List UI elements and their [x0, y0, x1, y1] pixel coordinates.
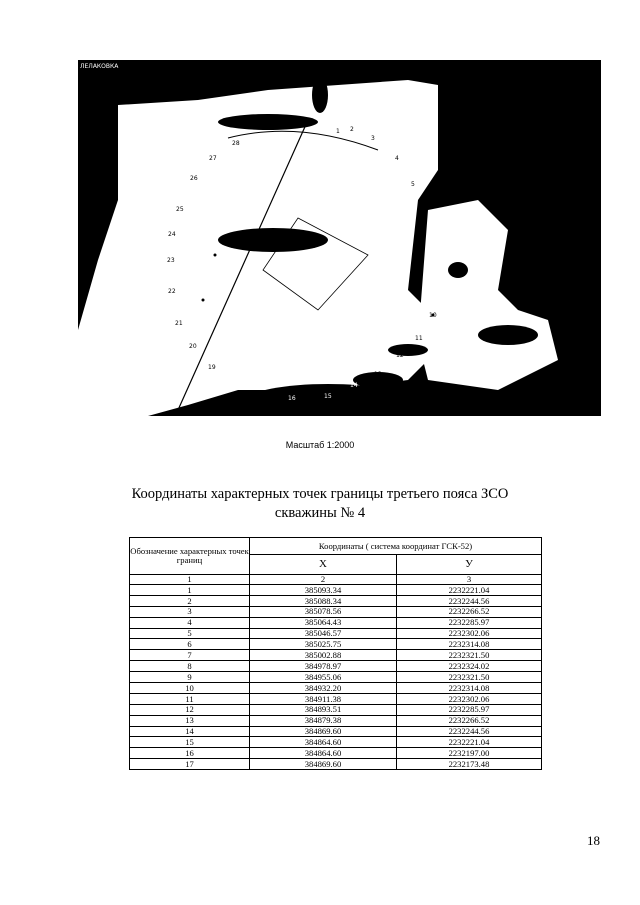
- table-row: [130, 726, 542, 737]
- coord-y: 2232197.00: [397, 748, 542, 759]
- point-number: 12: [130, 704, 250, 715]
- table-row: [130, 737, 542, 748]
- coord-y: 2232285.97: [397, 704, 542, 715]
- map-point-label: 5: [411, 181, 415, 188]
- map-point-label: 22: [168, 288, 176, 295]
- map-point-label: 21: [175, 320, 183, 327]
- table-row: [130, 639, 542, 650]
- map-point-label: 1: [336, 128, 340, 135]
- point-number: 6: [130, 639, 250, 650]
- coord-x: 384879.38: [250, 715, 397, 726]
- map-point-label: 16: [288, 395, 296, 402]
- map-point-label: 11: [415, 335, 423, 342]
- map-point-label: 20: [189, 343, 197, 350]
- coord-y: 2232302.06: [397, 628, 542, 639]
- point-number: 3: [130, 606, 250, 617]
- coord-y: 2232244.56: [397, 726, 542, 737]
- title-line-1: Координаты характерных точек границы третьего пояса ЗСО: [131, 486, 509, 502]
- point-number: 16: [130, 748, 250, 759]
- coord-y: 2232324.02: [397, 661, 542, 672]
- coord-x: 384869.60: [250, 759, 397, 770]
- point-number: 1: [130, 585, 250, 596]
- map-point-label: 4: [395, 155, 399, 162]
- column-number: 2: [250, 575, 397, 585]
- page-number: 18: [587, 833, 600, 848]
- table-row: [130, 617, 542, 628]
- table-row: [130, 606, 542, 617]
- coord-y: 2232314.08: [397, 639, 542, 650]
- coord-y: 2232266.52: [397, 606, 542, 617]
- coordinates-table: [129, 537, 542, 770]
- point-number: 2: [130, 595, 250, 606]
- coord-y: 2232285.97: [397, 617, 542, 628]
- coord-x: 385093.34: [250, 585, 397, 596]
- coord-y: 2232244.56: [397, 595, 542, 606]
- map-point-label: 26: [190, 175, 198, 182]
- map-point-label: 12: [396, 352, 404, 359]
- table-row: [130, 759, 542, 770]
- column-number: 3: [397, 575, 542, 585]
- map-point-label: 13: [374, 371, 382, 378]
- site-map: [78, 60, 601, 416]
- table-row: [130, 715, 542, 726]
- table-row: [130, 683, 542, 694]
- point-number: 9: [130, 672, 250, 683]
- coord-y: 2232302.06: [397, 693, 542, 704]
- coord-x: 385064.43: [250, 617, 397, 628]
- map-point-label: 10: [429, 312, 437, 319]
- table-row: [130, 672, 542, 683]
- table-row: [130, 628, 542, 639]
- point-number: 5: [130, 628, 250, 639]
- header-x: X: [250, 555, 397, 575]
- coord-x: 385025.75: [250, 639, 397, 650]
- point-number: 4: [130, 617, 250, 628]
- point-number: 15: [130, 737, 250, 748]
- table-row: [130, 661, 542, 672]
- coord-y: 2232321.50: [397, 672, 542, 683]
- map-scale: Масштаб 1:2000: [285, 440, 355, 450]
- column-number: 1: [130, 575, 250, 585]
- map-point-label: 28: [232, 140, 240, 147]
- table-body: [130, 585, 542, 770]
- table-row: [130, 704, 542, 715]
- coord-x: 384864.60: [250, 748, 397, 759]
- coord-x: 384893.51: [250, 704, 397, 715]
- point-number: 10: [130, 683, 250, 694]
- map-point-label: 19: [208, 364, 216, 371]
- section-title: [0, 485, 640, 523]
- header-coordinates: Координаты ( система координат ГСК-52): [250, 538, 542, 555]
- site-map-drawing: [78, 60, 601, 416]
- coord-x: 384932.20: [250, 683, 397, 694]
- coord-y: 2232321.50: [397, 650, 542, 661]
- map-point-label: 25: [176, 206, 184, 213]
- coord-y: 2232266.52: [397, 715, 542, 726]
- coord-y: 2232221.04: [397, 585, 542, 596]
- table-row: [130, 693, 542, 704]
- table-row: [130, 650, 542, 661]
- table-row: [130, 585, 542, 596]
- coord-y: 2232314.08: [397, 683, 542, 694]
- table-row: [130, 748, 542, 759]
- point-number: 11: [130, 693, 250, 704]
- coord-x: 384911.38: [250, 693, 397, 704]
- coord-y: 2232173.48: [397, 759, 542, 770]
- map-point-label: 27: [209, 155, 217, 162]
- map-point-label: 3: [371, 135, 375, 142]
- coord-x: 385078.56: [250, 606, 397, 617]
- point-number: 8: [130, 661, 250, 672]
- point-number: 7: [130, 650, 250, 661]
- point-number: 14: [130, 726, 250, 737]
- coord-x: 384955.06: [250, 672, 397, 683]
- map-point-label: 15: [324, 393, 332, 400]
- map-label-locality: ЛЕЛАКОВКА: [80, 63, 119, 70]
- coord-x: 385088.34: [250, 595, 397, 606]
- coord-x: 385002.88: [250, 650, 397, 661]
- point-number: 17: [130, 759, 250, 770]
- header-y: У: [397, 555, 542, 575]
- coord-y: 2232221.04: [397, 737, 542, 748]
- table-row: [130, 595, 542, 606]
- coord-x: 385046.57: [250, 628, 397, 639]
- map-point-label: 2: [350, 126, 354, 133]
- point-number: 13: [130, 715, 250, 726]
- map-point-label: 23: [167, 257, 175, 264]
- coord-x: 384864.60: [250, 737, 397, 748]
- map-point-label: 24: [168, 231, 176, 238]
- header-point-designation: Обозначение характерных точек границ: [130, 538, 250, 575]
- coord-x: 384978.97: [250, 661, 397, 672]
- title-line-2: скважины № 4: [274, 505, 366, 521]
- map-point-label: 14: [350, 382, 358, 389]
- coord-x: 384869.60: [250, 726, 397, 737]
